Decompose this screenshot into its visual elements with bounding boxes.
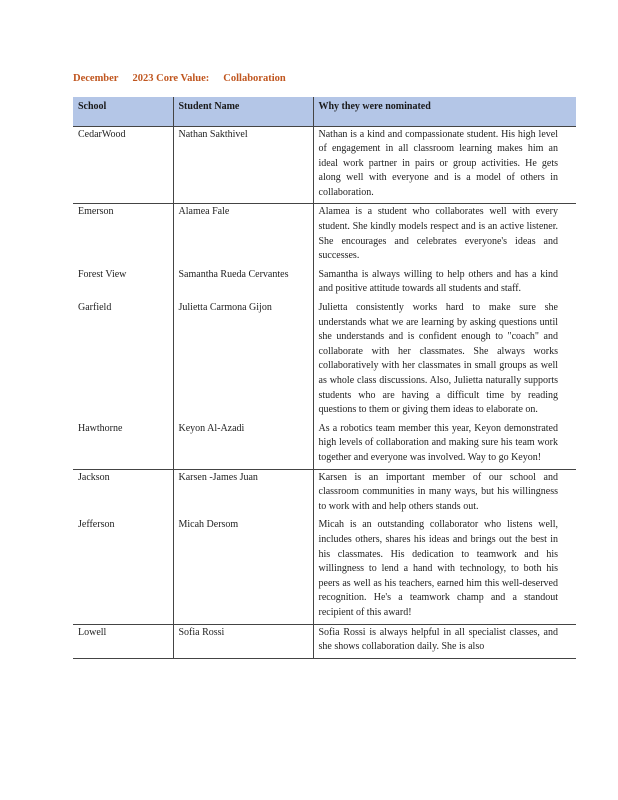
column-header-school: School bbox=[78, 101, 107, 112]
table-row bbox=[73, 267, 576, 300]
student-name-cell: Karsen -James Juan bbox=[173, 469, 313, 517]
student-name-cell: Samantha Rueda Cervantes bbox=[173, 267, 313, 300]
school-cell: Hawthorne bbox=[73, 421, 173, 469]
reason-cell: As a robotics team member this year, Keyon demonstrated high levels of collaboration and making sure his team work together and everyone was involved. Way to go Keyon! bbox=[313, 421, 576, 469]
school-cell: Lowell bbox=[73, 624, 173, 658]
table-row bbox=[73, 204, 576, 267]
school-cell: Emerson bbox=[78, 206, 114, 218]
column-header-student-name: Student Name bbox=[173, 97, 313, 126]
school-cell: Jackson bbox=[78, 471, 110, 483]
school-cell: Garfield bbox=[78, 302, 112, 314]
reason-cell: Sofia Rossi is always helpful in all specialist classes, and she shows collaboration daily. She is also bbox=[313, 624, 576, 658]
student-name-cell: Julietta Carmona Gijon bbox=[173, 300, 313, 421]
reason-cell: Alamea is a student who collaborates well with every student. She kindly models respect and is an active listener. She encourages and celebrates everyone's ideas and successes. bbox=[313, 204, 576, 267]
student-name-cell: Keyon Al-Azadi bbox=[173, 421, 313, 469]
student-name-cell: Sofia Rossi bbox=[173, 624, 313, 658]
table-header-row bbox=[73, 97, 576, 126]
school-cell: Forest View bbox=[78, 268, 127, 280]
reason-cell: Micah is an outstanding collaborator who listens well, includes others, shares his ideas and brings out the best in his classmates. His dedication to teamwork and his willingness to lend a hand with technology, to both his peers as well as his teachers, earned him this well-deserved recognition. He's a teamwork champ and a standout recipient of this award! bbox=[313, 517, 576, 624]
reason-cell: Karsen is an important member of our school and classroom communities in many ways, but his willingness to work with and help others stands out. bbox=[313, 469, 576, 517]
document-title bbox=[73, 73, 286, 84]
student-name-cell: Alamea Fale bbox=[173, 204, 313, 267]
school-cell: CedarWood bbox=[73, 126, 173, 204]
reason-cell: Julietta consistently works hard to make sure she understands what we are learning by asking questions until she understands and is confident enough to "coach" and collaborate with her classmates. She always works collaboratively with her classmates in small groups as well as whole class discussions. Also, Julietta naturally supports students who are having a difficult time by reading questions to them or giving them ideas to elaborate on. bbox=[313, 300, 576, 421]
student-name-cell: Micah Dersom bbox=[173, 517, 313, 624]
table-row bbox=[73, 517, 576, 624]
reason-cell: Nathan is a kind and compassionate student. His high level of engagement in all classroom learning makes him an ideal work partner in pairs or group activities. He gets along well with everyone and is a model of others in collaboration. bbox=[313, 126, 576, 204]
title-core-value-label: 2023 Core Value: bbox=[132, 73, 210, 84]
table-row bbox=[73, 300, 576, 421]
column-header-reason: Why they were nominated bbox=[313, 97, 576, 126]
table-row bbox=[73, 421, 576, 469]
student-name-cell: Nathan Sakthivel bbox=[173, 126, 313, 204]
school-cell: Jefferson bbox=[73, 517, 173, 624]
nominations-table bbox=[73, 97, 576, 659]
table-row bbox=[73, 624, 576, 658]
table-row bbox=[73, 469, 576, 517]
title-month: December bbox=[73, 73, 119, 84]
reason-cell: Samantha is always willing to help others and has a kind and positive attitude towards all students and staff. bbox=[313, 267, 576, 300]
table-row bbox=[73, 126, 576, 204]
title-core-value: Collaboration bbox=[223, 73, 286, 84]
